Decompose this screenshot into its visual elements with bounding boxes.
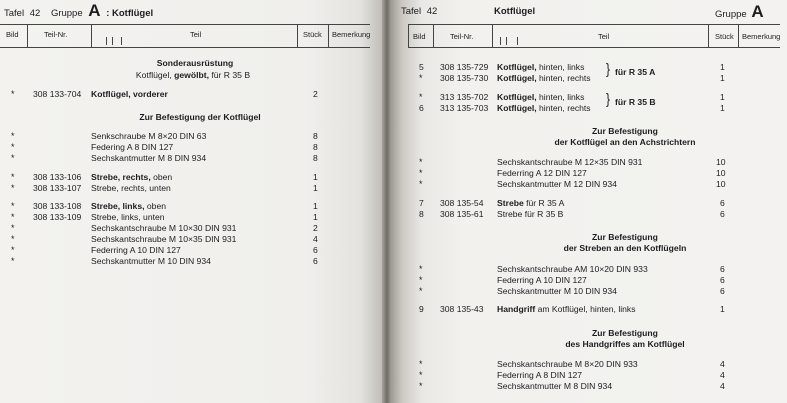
tafel-number: 42 [29, 8, 41, 19]
quantity: 2 [313, 89, 318, 99]
row-bild: * [419, 381, 423, 391]
quantity: 1 [313, 183, 318, 193]
gruppe-label: Gruppe [50, 8, 83, 19]
part-description: Kotflügel, hinten, links [497, 92, 585, 102]
row-bild: 9 [419, 304, 424, 314]
row-star: * [11, 201, 15, 211]
part-description: Senkschraube M 8×20 DIN 63 [91, 131, 207, 141]
section-title-befestigung: Zur Befestigung der Kotflügel [139, 112, 261, 122]
quantity: 10 [716, 168, 726, 178]
quantity: 6 [313, 256, 318, 266]
quantity: 6 [720, 209, 725, 219]
group-label-r35b: für R 35 B [615, 97, 656, 107]
part-number: 308 133-107 [33, 183, 82, 193]
part-description: Strebe für R 35 B [497, 209, 564, 219]
quantity: 1 [313, 201, 318, 211]
row-star: * [11, 142, 15, 152]
row-bild: * [419, 370, 423, 380]
gruppe-letter: A [751, 2, 764, 21]
col-bild: Bild [6, 30, 19, 39]
row-bild: 5 [419, 62, 424, 72]
left-page [0, 0, 384, 403]
quantity: 1 [720, 92, 725, 102]
part-description: Strebe, links, unten [91, 212, 165, 222]
col-teil-nr: Teil-Nr. [450, 32, 474, 41]
row-star: * [11, 212, 15, 222]
row-bild: * [419, 157, 423, 167]
quantity: 6 [720, 275, 725, 285]
quantity: 4 [720, 359, 725, 369]
part-description: Strebe, links, oben [91, 201, 167, 211]
part-number: 313 135-702 [440, 92, 489, 102]
part-description: Strebe für R 35 A [497, 198, 565, 208]
row-star: * [11, 131, 15, 141]
part-number: 308 135-729 [440, 62, 489, 72]
quantity: 1 [313, 172, 318, 182]
section-title-sonderausruestung: Sonderausrüstung [156, 58, 234, 68]
group-label-r35a: für R 35 A [615, 67, 656, 77]
section-subtitle-gewoelbt: Kotflügel, gewölbt, für R 35 B [135, 70, 251, 80]
tafel-label: Tafel [4, 8, 25, 19]
row-bild: * [419, 179, 423, 189]
col-bemerkung: Bemerkung [332, 30, 371, 39]
part-description: Kotflügel, hinten, links [497, 62, 585, 72]
quantity: 8 [313, 131, 318, 141]
quantity: 8 [313, 153, 318, 163]
section-subtitle-achstrichter: der Kotflügel an den Achstrichtern [554, 137, 696, 147]
row-bild: * [419, 73, 423, 83]
part-description: Federing A 8 DIN 127 [91, 142, 174, 152]
section-title-befestigung: Zur Befestigung [592, 328, 658, 338]
part-number: 308 135-730 [440, 73, 489, 83]
quantity: 6 [720, 198, 725, 208]
row-bild: * [419, 275, 423, 285]
right-page [390, 0, 787, 403]
page-title: Kotflügel [494, 6, 536, 17]
row-bild: 8 [419, 209, 424, 219]
part-number: 308 133-704 [33, 89, 82, 99]
quantity: 4 [720, 381, 725, 391]
quantity: 1 [720, 73, 725, 83]
col-stueck: Stück [715, 32, 734, 41]
col-teil: Teil [598, 32, 610, 41]
row-star: * [11, 245, 15, 255]
section-subtitle-streben: der Streben an den Kotflügeln [563, 243, 687, 253]
part-description: Kotflügel, vorderer [91, 89, 168, 99]
part-description: Sechskantschraube AM 10×20 DIN 933 [497, 264, 648, 274]
left-page-header [4, 1, 153, 21]
section-title-befestigung: Zur Befestigung [592, 126, 658, 136]
part-description: Handgriff am Kotflügel, hinten, links [497, 304, 636, 314]
part-number: 308 135-61 [440, 209, 484, 219]
col-bild: Bild [413, 32, 426, 41]
part-description: Sechskantmutter M 10 DIN 934 [497, 286, 617, 296]
row-star: * [11, 153, 15, 163]
part-number: 308 135-54 [440, 198, 484, 208]
part-description: Federring A 12 DIN 127 [497, 168, 587, 178]
part-description: Sechskantmutter M 10 DIN 934 [91, 256, 211, 266]
col-teil: Teil [190, 30, 202, 39]
part-description: Sechskantmutter M 12 DIN 934 [497, 179, 617, 189]
row-star: * [11, 183, 15, 193]
part-number: 308 133-106 [33, 172, 82, 182]
row-bild: * [419, 168, 423, 178]
right-page-tafel [401, 6, 437, 17]
part-description: Federring A 10 DIN 127 [497, 275, 587, 285]
quantity: 6 [720, 286, 725, 296]
part-number: 308 135-43 [440, 304, 484, 314]
tafel-label: Tafel [401, 6, 422, 17]
quantity: 4 [313, 234, 318, 244]
part-description: Federring A 10 DIN 127 [91, 245, 181, 255]
row-star: * [11, 172, 15, 182]
row-bild: 6 [419, 103, 424, 113]
quantity: 1 [720, 103, 725, 113]
col-stueck: Stück [303, 30, 322, 39]
quantity: 10 [716, 179, 726, 189]
page-title: : Kotflügel [106, 8, 154, 19]
quantity: 4 [720, 370, 725, 380]
quantity: 1 [313, 212, 318, 222]
part-description: Kotflügel, hinten, rechts [497, 103, 591, 113]
row-bild: * [419, 264, 423, 274]
part-description: Sechskantmutter M 8 DIN 934 [497, 381, 613, 391]
tafel-number: 42 [426, 6, 438, 17]
brace-group-a: } [606, 60, 611, 78]
row-bild: * [419, 92, 423, 102]
quantity: 1 [720, 304, 725, 314]
part-description: Sechskantschraube M 10×30 DIN 931 [91, 223, 237, 233]
part-description: Sechskantschraube M 12×35 DIN 931 [497, 157, 643, 167]
row-star: * [11, 234, 15, 244]
part-description: Federring A 8 DIN 127 [497, 370, 583, 380]
quantity: 1 [720, 62, 725, 72]
row-bild: * [419, 286, 423, 296]
quantity: 6 [313, 245, 318, 255]
right-page-gruppe [715, 2, 764, 22]
row-star: * [11, 89, 15, 99]
part-description: Strebe, rechts, unten [91, 183, 171, 193]
row-bild: 7 [419, 198, 424, 208]
section-subtitle-handgriff: des Handgriffes am Kotflügel [565, 339, 685, 349]
gruppe-letter: A [88, 1, 101, 20]
quantity: 8 [313, 142, 318, 152]
section-title-befestigung: Zur Befestigung [592, 232, 658, 242]
row-bild: * [419, 359, 423, 369]
row-star: * [11, 223, 15, 233]
gruppe-label: Gruppe [715, 9, 747, 20]
quantity: 10 [716, 157, 726, 167]
part-description: Kotflügel, hinten, rechts [497, 73, 591, 83]
part-description: Strebe, rechts, oben [91, 172, 173, 182]
part-number: 308 133-108 [33, 201, 82, 211]
quantity: 2 [313, 223, 318, 233]
part-description: Sechskantschraube M 8×20 DIN 933 [497, 359, 638, 369]
row-star: * [11, 256, 15, 266]
part-number: 308 133-109 [33, 212, 82, 222]
quantity: 6 [720, 264, 725, 274]
brace-group-b: } [606, 90, 611, 108]
part-number: 313 135-703 [440, 103, 489, 113]
col-teil-nr: Teil-Nr. [44, 30, 68, 39]
part-description: Sechskantmutter M 8 DIN 934 [91, 153, 207, 163]
part-description: Sechskantschraube M 10×35 DIN 931 [91, 234, 237, 244]
col-bemerkung: Bemerkung [742, 32, 781, 41]
